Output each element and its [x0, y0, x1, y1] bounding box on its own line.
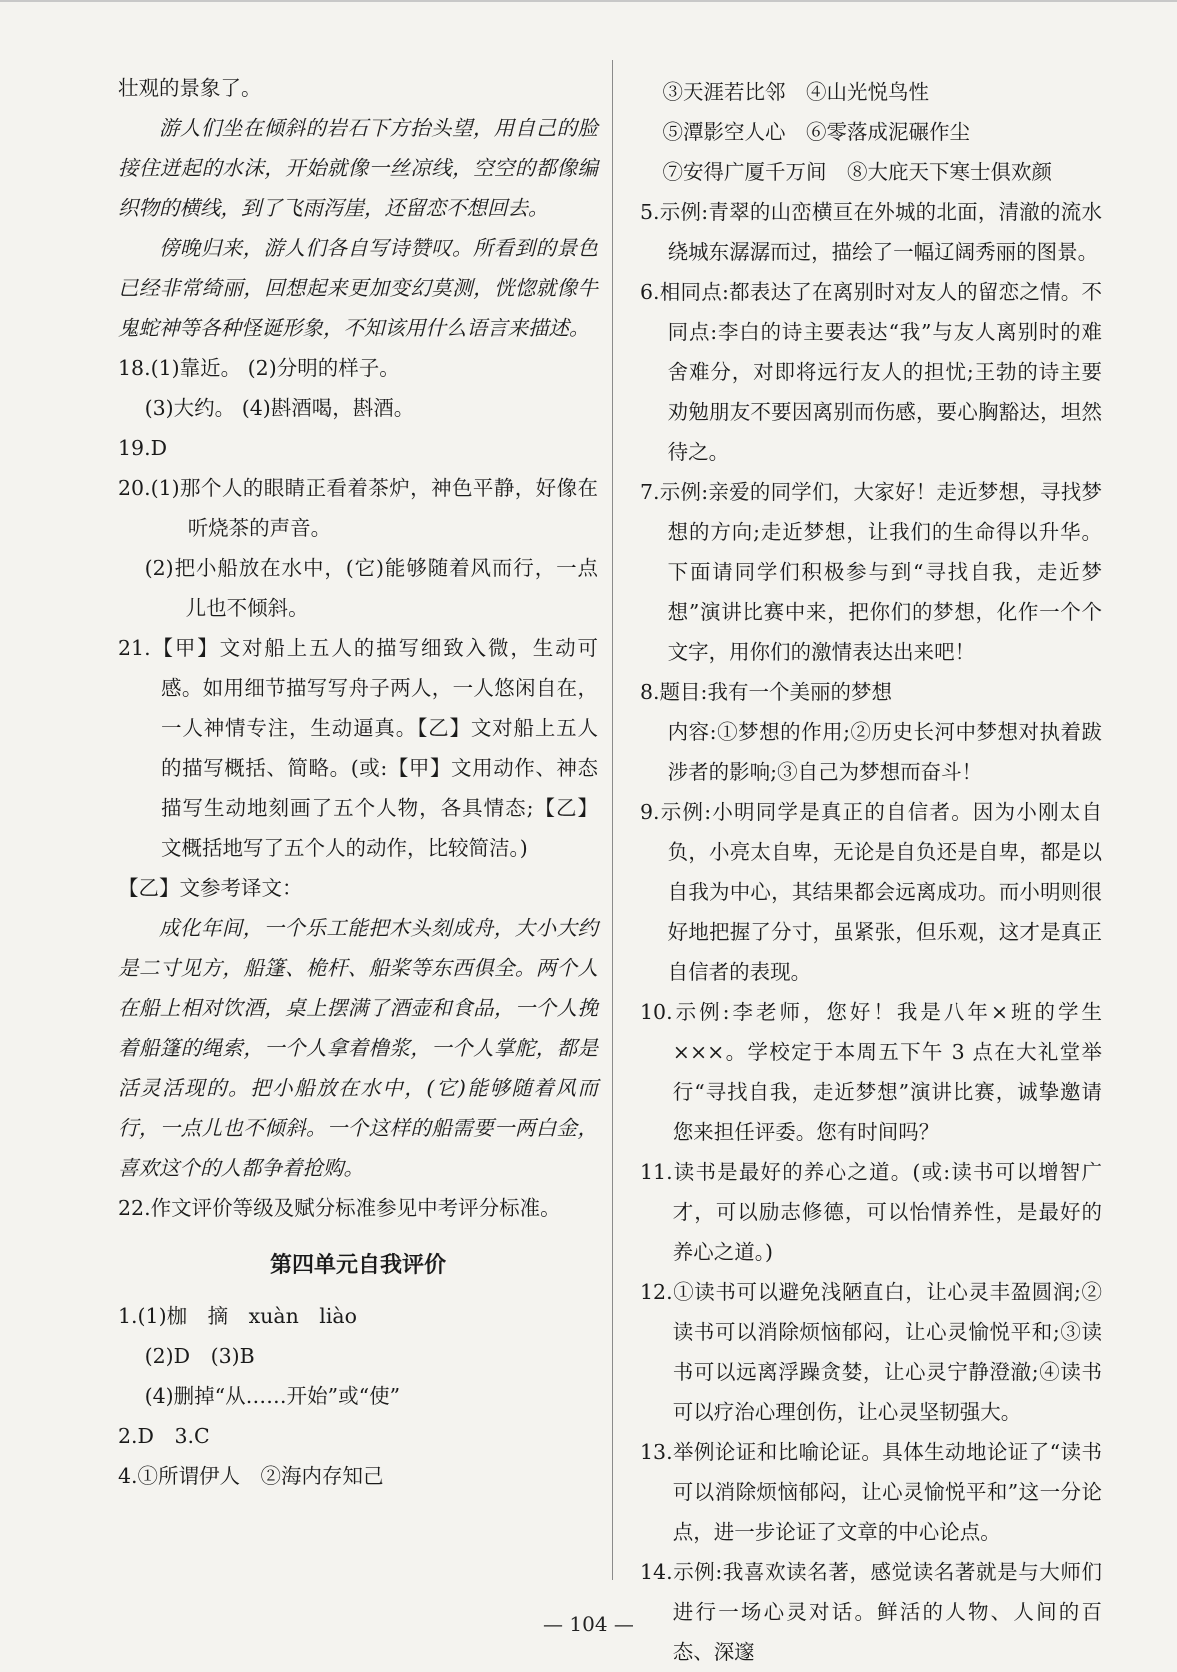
translation-paragraph: 傍晚归来，游人们各自写诗赞叹。所看到的景色已经非常绮丽，回想起来更加变幻莫测，恍惚就像牛鬼蛇神等各种怪诞形象，不知该用什么语言来描述。	[118, 236, 598, 340]
answer-12: 12.①读书可以避免浅陋直白，让心灵丰盈圆润;②读书可以消除烦恼郁闷，让心灵愉悦平和;③读书可以远离浮躁贪婪，让心灵宁静澄澈;④读书可以疗治心理创伤，让心灵坚韧强大。	[640, 1280, 1102, 1424]
self-eval-4: 4.①所谓伊人 ②海内存知己	[118, 1464, 384, 1488]
column-divider	[612, 60, 613, 1580]
translation-paragraph: 游人们坐在倾斜的岩石下方抬头望，用自己的脸接住迸起的水沫，开始就像一丝凉线，空空的都像编织物的横线，到了飞雨泻崖，还留恋不想回去。	[118, 116, 598, 220]
passage-line: 壮观的景象了。	[118, 76, 262, 100]
section-title: 第四单元自我评价	[269, 1253, 446, 1278]
answer-6: 6.相同点:都表达了在离别时对友人的留恋之情。不同点:李白的诗主要表达“我”与友人离别时的难舍难分，对即将远行友人的担忧;王勃的诗主要劝勉朋友不要因离别而伤感，要心胸豁达，坦然待之。	[640, 280, 1102, 464]
answer-11: 11.读书是最好的养心之道。(或:读书可以增智广才，可以励志修德，可以怡情养性，是最好的养心之道。)	[640, 1160, 1102, 1264]
answer-18-part2: (3)大约。 (4)斟酒喝，斟酒。	[144, 396, 415, 420]
right-column	[640, 72, 1102, 1672]
answer-21: 21.【甲】文对船上五人的描写细致入微，生动可感。如用细节描写写舟子两人，一人悠闲自在，一人神情专注，生动逼真。【乙】文对船上五人的描写概括、简略。(或:【甲】文用动作、神态描写生动地刻画了五个人物，各具情态;【乙】文概括地写了五个人的动作，比较简洁。)	[118, 636, 598, 860]
self-eval-2-3: 2.D 3.C	[118, 1424, 210, 1448]
answer-9: 9.示例:小明同学是真正的自信者。因为小刚太自负，小亮太自卑，无论是自负还是自卑，都是以自我为中心，其结果都会远离成功。而小明则很好地把握了分寸，虽紧张，但乐观，这才是真正自信者的表现。	[640, 800, 1102, 984]
page-number: — 104 —	[543, 1612, 634, 1636]
answer-19: 19.D	[118, 436, 168, 460]
self-eval-1-part3: (4)删掉“从……开始”或“使”	[144, 1384, 401, 1408]
self-eval-1-part2: (2)D (3)B	[144, 1344, 255, 1368]
answer-10: 10.示例:李老师，您好！我是八年×班的学生×××。学校定于本周五下午 3 点在大礼堂举行“寻找自我，走近梦想”演讲比赛，诚挚邀请您来担任评委。您有时间吗？	[640, 1000, 1102, 1144]
answer-20-part1: 20.(1)那个人的眼睛正看着茶炉，神色平静，好像在听烧茶的声音。	[118, 476, 598, 540]
top-rule	[0, 0, 1177, 2]
self-eval-1-part1: 1.(1)枷 摘 xuàn liào	[118, 1304, 357, 1328]
answer-20-part2: (2)把小船放在水中，(它)能够随着风而行，一点儿也不倾斜。	[144, 556, 598, 620]
answer-8-title: 8.题目:我有一个美丽的梦想	[640, 680, 892, 704]
answer-5: 5.示例:青翠的山峦横亘在外城的北面，清澈的流水绕城东潺潺而过，描绘了一幅辽阔秀丽的图景。	[640, 200, 1102, 264]
answer-4-line: ⑤潭影空人心 ⑥零落成泥碾作尘	[662, 120, 971, 144]
translation-title: 【乙】文参考译文：	[118, 876, 303, 900]
answer-22: 22.作文评价等级及赋分标准参见中考评分标准。	[118, 1196, 561, 1220]
answer-7: 7.示例:亲爱的同学们，大家好！走近梦想，寻找梦想的方向;走近梦想，让我们的生命得以升华。下面请同学们积极参与到“寻找自我，走近梦想”演讲比赛中来，把你们的梦想，化作一个个文字，用你们的激情表达出来吧！	[640, 480, 1102, 664]
left-column	[118, 68, 598, 1496]
answer-8-content: 内容:①梦想的作用;②历史长河中梦想对执着跋涉者的影响;③自己为梦想而奋斗！	[667, 720, 1102, 784]
answer-4-line: ⑦安得广厦千万间 ⑧大庇天下寒士俱欢颜	[662, 160, 1053, 184]
answer-4-line: ③天涯若比邻 ④山光悦鸟性	[662, 80, 930, 104]
answer-14: 14.示例:我喜欢读名著，感觉读名著就是与大师们进行一场心灵对话。鲜活的人物、人间的百态、深邃	[640, 1560, 1102, 1664]
translation-body: 成化年间，一个乐工能把木头刻成舟，大小大约是二寸见方，船篷、桅杆、船桨等东西俱全。两个人在船上相对饮酒，桌上摆满了酒壶和食品，一个人挽着船篷的绳索，一个人拿着橹浆，一个人掌舵，都是活灵活现的。把小船放在水中，(它)能够随着风而行，一点儿也不倾斜。一个这样的船需要一两白金，喜欢这个的人都争着抢购。	[118, 916, 598, 1180]
answer-13: 13.举例论证和比喻论证。具体生动地论证了“读书可以消除烦恼郁闷，让心灵愉悦平和”这一分论点，进一步论证了文章的中心论点。	[640, 1440, 1102, 1544]
answer-18-part1: 18.(1)靠近。 (2)分明的样子。	[118, 356, 400, 380]
